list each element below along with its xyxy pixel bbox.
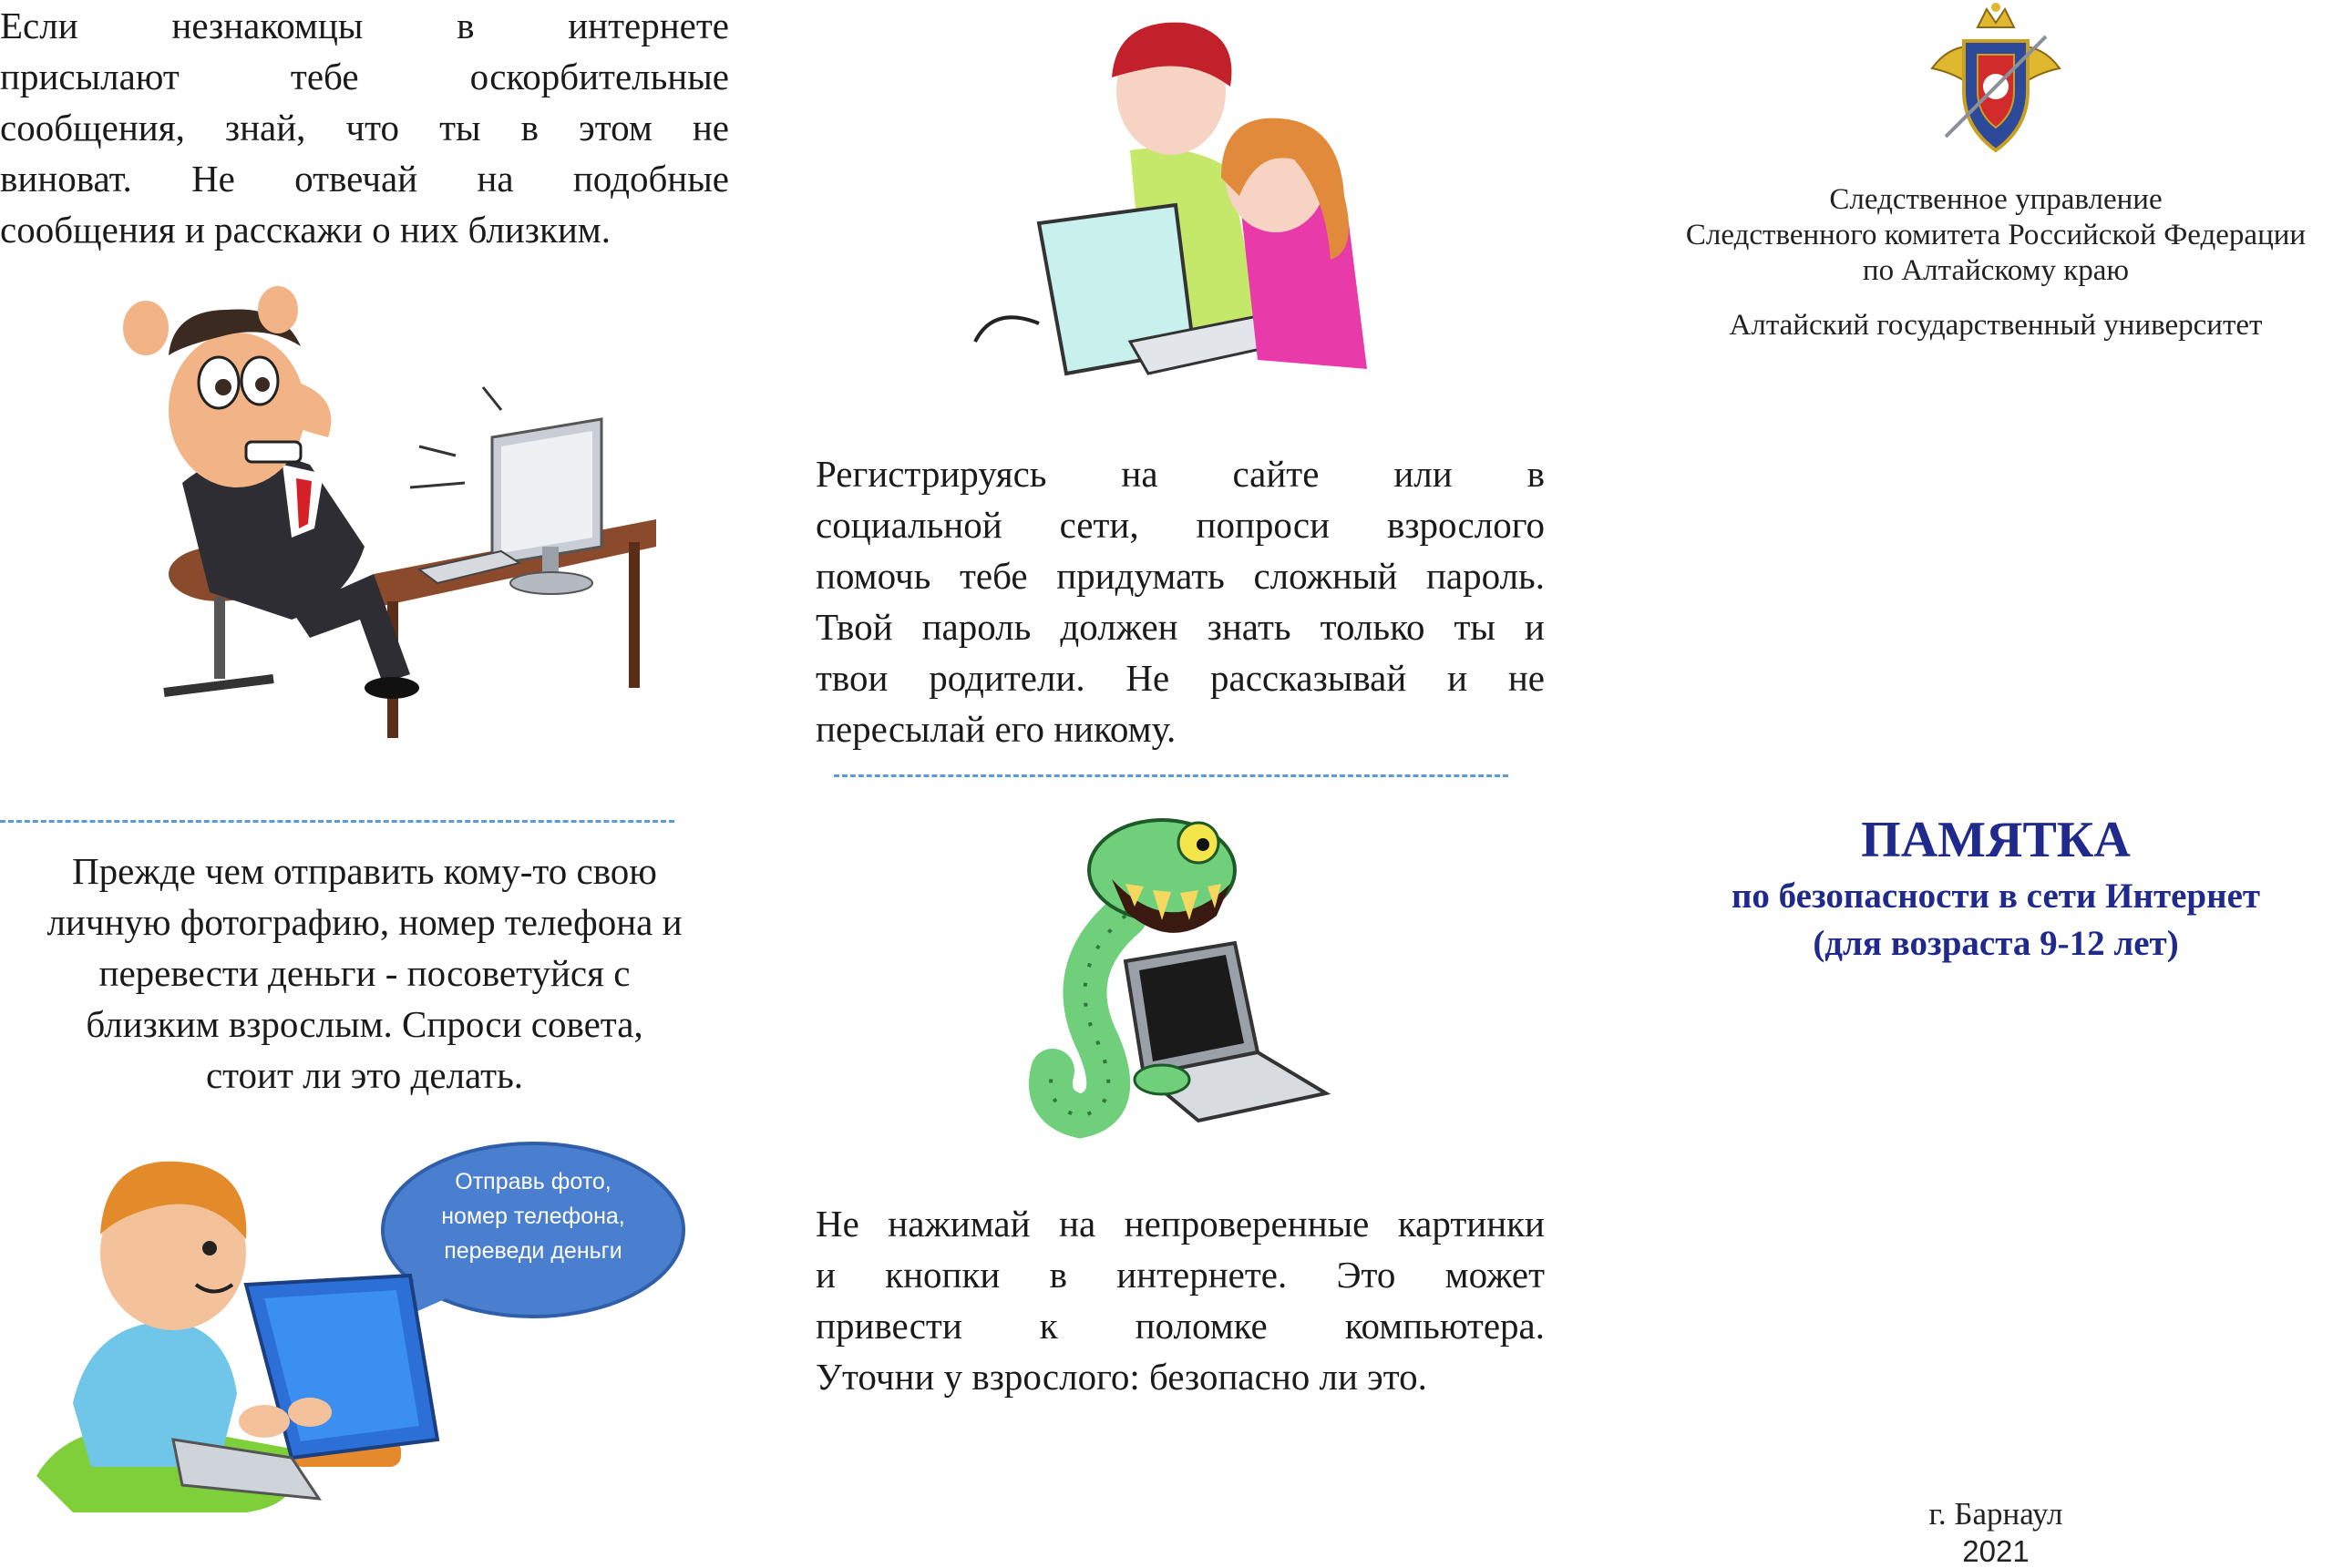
text-line: стоит ли это делать. xyxy=(205,1054,524,1096)
text-line: переведи деньги xyxy=(444,1238,622,1264)
text-line: твои родители. Не рассказывай и не xyxy=(816,657,1545,699)
paragraph-personal-data xyxy=(0,845,729,1101)
text-line: номер телефона, xyxy=(441,1204,625,1229)
year: 2021 xyxy=(1962,1534,2030,1568)
paragraph-unverified-links xyxy=(816,1198,1545,1402)
text-line: (для возраста 9-12 лет) xyxy=(1813,924,2179,963)
text-line: социальной сети, попроси взрослого xyxy=(816,504,1545,546)
text-line: пересылай его никому. xyxy=(816,708,1177,750)
text-line: Не нажимай на непроверенные картинки xyxy=(816,1203,1545,1245)
text-line: помочь тебе придумать сложный пароль. xyxy=(816,555,1545,597)
organization-name xyxy=(1640,182,2333,289)
frustrated-man-illustration xyxy=(73,273,656,747)
text-line: присылают тебе оскорбительные xyxy=(0,56,729,97)
paragraph-offensive-messages xyxy=(0,0,729,255)
text-line: Уточни у взрослого: безопасно ли это. xyxy=(816,1356,1427,1398)
text-line: по Алтайскому краю xyxy=(1862,254,2130,287)
text-line: виноват. Не отвечай на подобные xyxy=(0,158,729,200)
divider-line xyxy=(0,820,674,823)
text-line: Прежде чем отправить кому-то свою xyxy=(72,850,657,892)
city-name: г. Барнаул xyxy=(1928,1496,2063,1532)
text-line: личную фотографию, номер телефона и xyxy=(46,901,683,943)
university-name: Алтайский государственный университет xyxy=(1729,309,2263,342)
speech-bubble-text xyxy=(383,1164,683,1268)
text-line: перевести деньги - посоветуйся с xyxy=(98,952,631,994)
text-line: сообщения и расскажи о них близким. xyxy=(0,209,611,251)
text-line: близким взрослым. Спроси совета, xyxy=(86,1003,643,1045)
text-line: Твой пароль должен знать только ты и xyxy=(816,606,1545,648)
divider-line xyxy=(834,774,1508,777)
virus-snake-illustration xyxy=(1025,806,1335,1143)
text-line: и кнопки в интернете. Это может xyxy=(816,1254,1545,1296)
page-subtitle xyxy=(1640,873,2333,968)
paragraph-password xyxy=(816,448,1545,754)
mother-and-daughter-illustration xyxy=(966,14,1394,405)
page-title: ПАМЯТКА xyxy=(1861,812,2131,868)
text-line: Следственное управление xyxy=(1829,183,2163,216)
text-line: по безопасности в сети Интернет xyxy=(1731,876,2261,916)
text-line: сообщения, знай, что ты в этом не xyxy=(0,107,729,149)
text-line: Если незнакомцы в интернете xyxy=(0,5,729,46)
text-line: Отправь фото, xyxy=(455,1169,612,1194)
text-line: привести к поломке компьютера. xyxy=(816,1305,1545,1347)
investigative-committee-emblem-icon xyxy=(1927,0,2064,157)
text-line: Регистрируясь на сайте или в xyxy=(816,453,1545,495)
text-line: Следственного комитета Российской Федерации xyxy=(1685,219,2307,251)
